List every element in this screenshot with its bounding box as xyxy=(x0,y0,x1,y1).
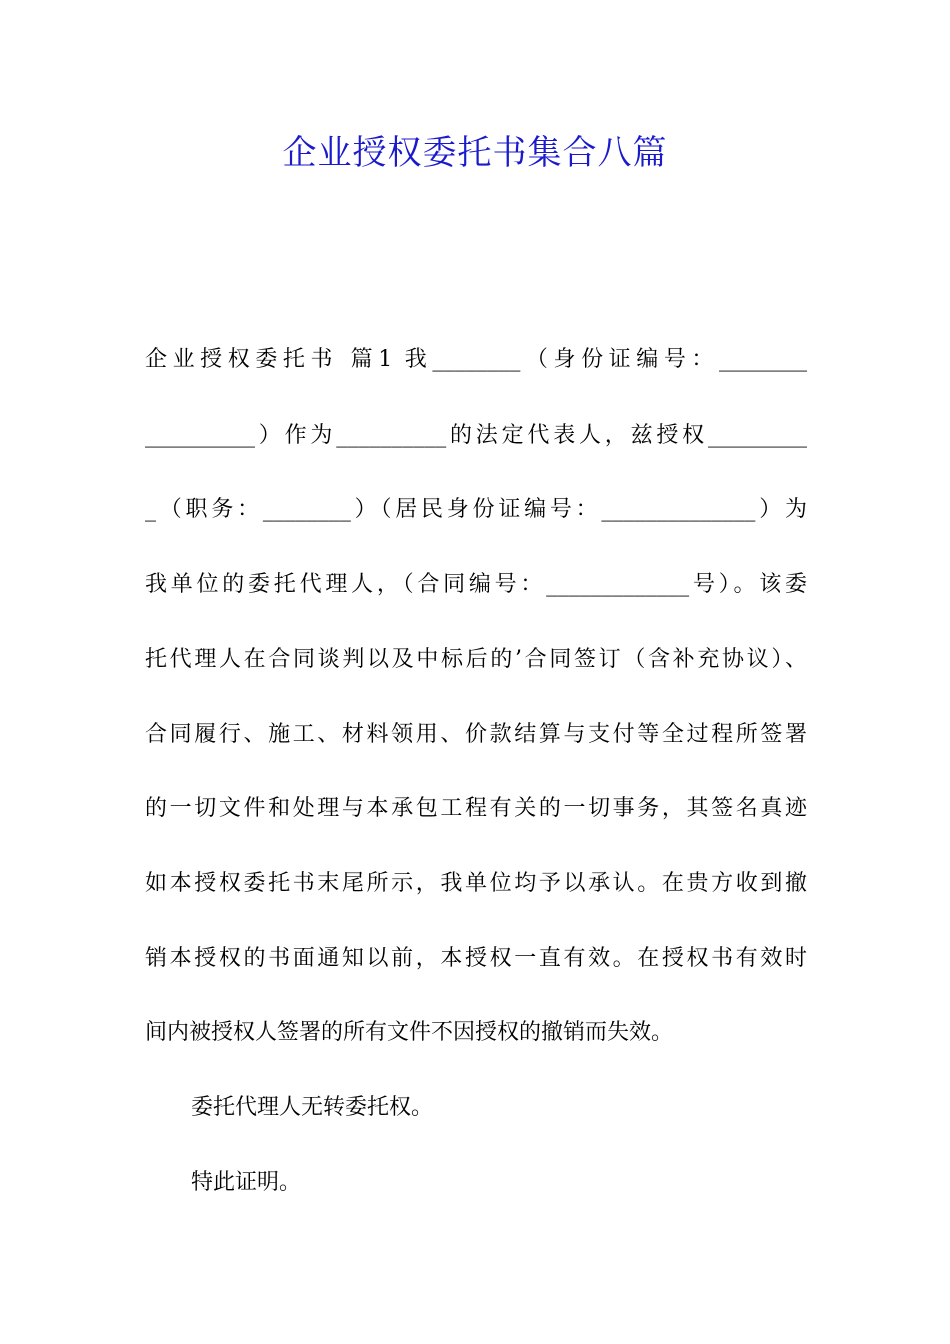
body-line: 我单位的委托代理人，（合同编号：_____________号）。该委 xyxy=(145,572,807,597)
body-line: _（职务：________）（居民身份证编号：______________）为 xyxy=(145,497,807,522)
body-line: __________）作为__________的法定代表人，兹授权_________ xyxy=(145,423,807,448)
body-line: 如本授权委托书末尾所示，我单位均予以承认。在贵方收到撤 xyxy=(145,871,807,896)
body-line: 销本授权的书面通知以前，本授权一直有效。在授权书有效时 xyxy=(145,946,807,971)
body-line-last: 间内被授权人签署的所有文件不因授权的撤销而失效。 xyxy=(145,1020,674,1045)
body-line: 企业授权委托书 篇1 我________（身份证编号：________ xyxy=(145,347,807,372)
body-line: 合同履行、施工、材料领用、价款结算与支付等全过程所签署 xyxy=(145,722,807,747)
document-title: 企业授权委托书集合八篇 xyxy=(282,133,668,173)
body-line: 的一切文件和处理与本承包工程有关的一切事务，其签名真迹 xyxy=(145,796,807,821)
body-line: 托代理人在合同谈判以及中标后的’合同签订（含补充协议）、 xyxy=(145,647,807,672)
paragraph-no-subdelegation: 委托代理人无转委托权。 xyxy=(191,1095,434,1120)
paragraph-certification: 特此证明。 xyxy=(191,1170,302,1195)
